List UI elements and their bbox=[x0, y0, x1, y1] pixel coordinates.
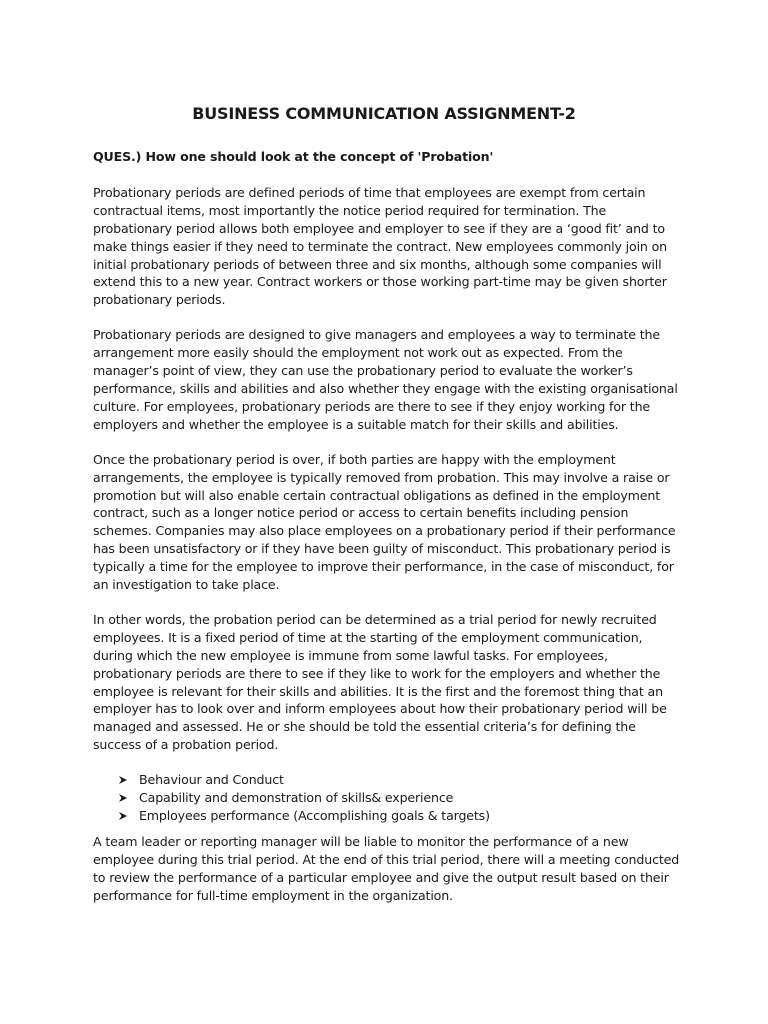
document-body bbox=[93, 102, 681, 922]
arrow-bullet-icon bbox=[118, 793, 128, 803]
paragraph: Probationary periods are defined periods of time that employees are exempt from certain contractual items, most importantly the notice period required for termination. The probationary period allows both employee and employer to see if they are a ‘good fit’ and to make things easier if they need to terminate the contract. New employees commonly join on initial probationary periods of between three and six months, although some companies will extend this to a new year. Contract workers or those working part-time may be given shorter probationary periods. bbox=[93, 184, 667, 308]
question-heading: QUES.) How one should look at the concept of 'Probation' bbox=[93, 149, 494, 164]
paragraph: Probationary periods are designed to give managers and employees a way to terminate the arrangement more easily should the employment not work out as expected. From the manager’s point of view, they can use the probationary period to evaluate the worker’s performance, skills and abilities and also whether they engage with the existing organisational culture. For employees, probationary periods are there to see if they enjoy working for the employers and whether the employee is a suitable match for their skills and abilities. bbox=[93, 327, 678, 432]
document-title: BUSINESS COMMUNICATION ASSIGNMENT-2 bbox=[192, 104, 576, 123]
paragraph: In other words, the probation period can be determined as a trial period for newly recruited employees. It is a fixed period of time at the starting of the employment communication, during which the new employee is immune from some lawful tasks. For employees, probationary periods are there to see if they like to work for the employers and whether the employee is relevant for their skills and abilities. It is the first and the foremost thing that an employer has to look over and inform employees about how their probationary period will be managed and assessed. He or she should be told the essential criteria’s for defining the success of a probation period. bbox=[93, 611, 667, 753]
list-item bbox=[118, 771, 681, 789]
list-item-text: Behaviour and Conduct bbox=[139, 772, 284, 788]
closing-paragraph: A team leader or reporting manager will be liable to monitor the performance of a new employee during this trial period. At the end of this trial period, there will a meeting conducted to review the performance of a particular employee and give the output result based on their performance for full-time employment in the organization. bbox=[93, 833, 680, 903]
criteria-list bbox=[93, 771, 681, 825]
paragraph: Once the probationary period is over, if both parties are happy with the employment arrangements, the employee is typically removed from probation. This may involve a raise or promotion but will also enable certain contractual obligations as defined in the employment contract, such as a longer notice period or access to certain benefits including pension schemes. Companies may also place employees on a probationary period if their performance has been unsatisfactory or if they have been guilty of misconduct. This probationary period is typically a time for the employee to improve their performance, in the case of misconduct, for an investigation to take place. bbox=[93, 451, 676, 593]
list-item bbox=[118, 807, 681, 825]
arrow-bullet-icon bbox=[118, 811, 128, 821]
list-item-text: Capability and demonstration of skills& experience bbox=[139, 790, 454, 806]
list-item bbox=[118, 789, 681, 807]
list-item-text: Employees performance (Accomplishing goals & targets) bbox=[139, 808, 490, 823]
arrow-bullet-icon bbox=[118, 775, 128, 785]
